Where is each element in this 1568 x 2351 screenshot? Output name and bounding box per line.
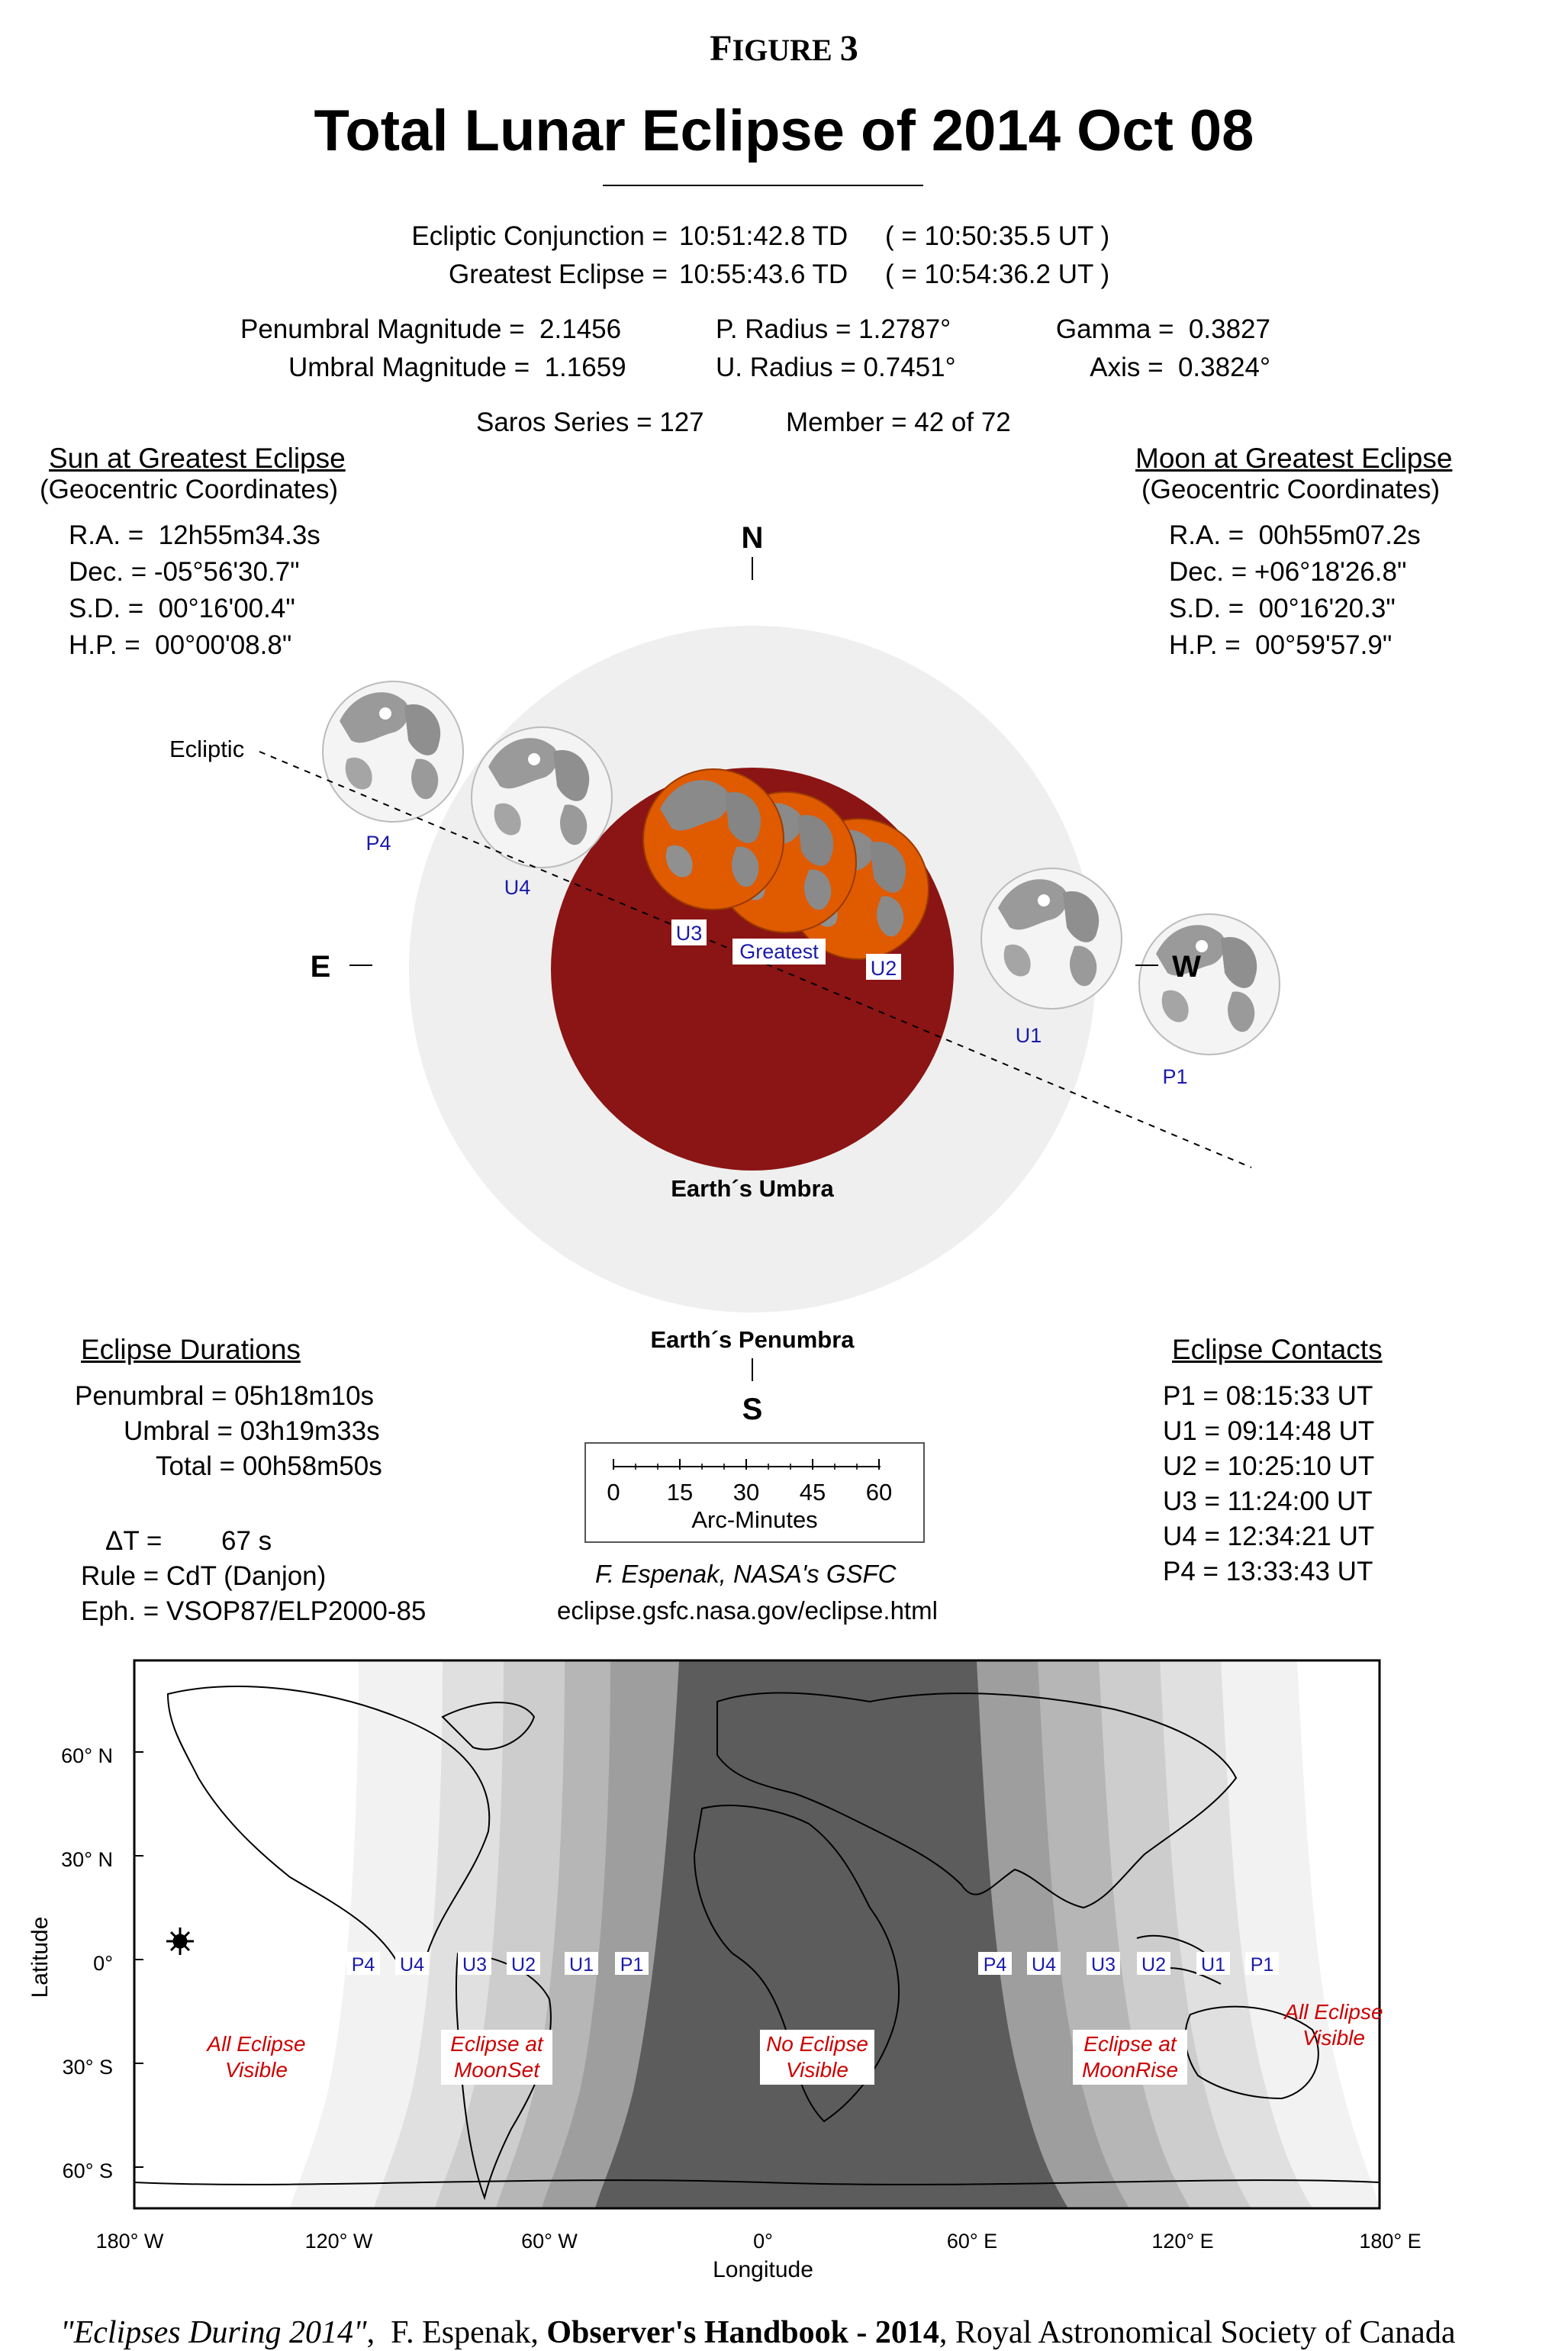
north-label: N — [741, 521, 764, 555]
moon-sd: S.D. = 00°16'20.3" — [1169, 594, 1396, 623]
zone-none-2: Visible — [786, 2058, 848, 2082]
saros-member: Member = 42 of 72 — [786, 407, 1011, 437]
map-west-u4: U4 — [400, 1954, 424, 1976]
map-west-u3: U3 — [462, 1954, 487, 1976]
delta-t-value: 67 s — [221, 1526, 272, 1556]
moon-subheading: (Geocentric Coordinates) — [1141, 475, 1440, 504]
visibility-map — [0, 1641, 1568, 2282]
map-east-p4: P4 — [983, 1954, 1007, 1976]
scale-tick-30: 30 — [732, 1479, 760, 1506]
map-east-p1: P1 — [1250, 1954, 1274, 1976]
lat-0: 0° — [93, 1952, 113, 1975]
sun-heading: Sun at Greatest Eclipse — [49, 443, 346, 474]
map-east-u3: U3 — [1091, 1954, 1116, 1976]
contact-label-p1: P1 — [1162, 1065, 1188, 1088]
scale-tick-15: 15 — [666, 1479, 694, 1506]
moon-hp: H.P. = 00°59'57.9" — [1169, 630, 1393, 660]
lon-60w: 60° W — [521, 2230, 578, 2253]
moon-u4 — [472, 727, 612, 868]
map-west-p1: P1 — [620, 1954, 644, 1976]
lon-120e: 120° E — [1151, 2230, 1214, 2253]
penumbra-label: Earth´s Penumbra — [650, 1326, 855, 1353]
map-east-u2: U2 — [1141, 1954, 1166, 1976]
map-ylabel: Latitude — [27, 1916, 53, 1998]
contact-u1: U1 = 09:14:48 UT — [1163, 1416, 1375, 1446]
umbral-magnitude: Umbral Magnitude = 1.1659 — [288, 353, 626, 382]
duration-umbral: Umbral = 03h19m33s — [124, 1416, 380, 1446]
footer-society: , Royal Astronomical Society of Canada — [939, 2315, 1456, 2350]
contact-u4: U4 = 12:34:21 UT — [1163, 1522, 1375, 1551]
moon-dec: Dec. = +06°18'26.8" — [1169, 557, 1407, 587]
contact-u2: U2 = 10:25:10 UT — [1163, 1451, 1375, 1481]
moon-p4 — [323, 681, 463, 822]
zone-moonrise-2: MoonRise — [1081, 2058, 1179, 2082]
page-title: Total Lunar Eclipse of 2014 Oct 08 — [314, 98, 1254, 163]
conjunction-ut: ( = 10:50:35.5 UT ) — [885, 221, 1110, 251]
footer-author: , F. Espenak, — [366, 2315, 539, 2350]
footer-publication: Observer's Handbook - 2014 — [546, 2315, 939, 2350]
delta-t-label: ΔT = — [105, 1526, 163, 1556]
credit-url: eclipse.gsfc.nasa.gov/eclipse.html — [557, 1596, 938, 1625]
durations-heading: Eclipse Durations — [81, 1334, 301, 1365]
moon-u1 — [981, 868, 1122, 1009]
map-xlabel: Longitude — [713, 2257, 813, 2282]
greatest-label: Greatest Eclipse = — [449, 259, 668, 289]
duration-total: Total = 00h58m50s — [156, 1451, 382, 1481]
u-radius: U. Radius = 0.7451° — [716, 353, 956, 382]
contact-u3: U3 = 11:24:00 UT — [1163, 1486, 1373, 1516]
footer-title: "Eclipses During 2014" — [60, 2315, 367, 2350]
zone-moonrise-1: Eclipse at — [1083, 2032, 1177, 2056]
contact-label-u3: U3 — [675, 922, 703, 945]
lat-30s: 30° S — [62, 2056, 113, 2079]
lat-60s: 60° S — [62, 2159, 113, 2182]
map-west-p4: P4 — [351, 1954, 375, 1976]
penumbral-magnitude: Penumbral Magnitude = 2.1456 — [240, 314, 622, 344]
moon-p1 — [1139, 914, 1280, 1055]
footer-citation — [44, 2278, 1455, 2351]
zone-moonset-2: MoonSet — [453, 2058, 540, 2082]
greatest-td: 10:55:43.6 TD — [679, 259, 848, 289]
gamma: Gamma = 0.3827 — [1055, 314, 1270, 344]
saros-series: Saros Series = 127 — [476, 407, 704, 437]
contact-label-p4: P4 — [365, 832, 391, 855]
contact-label-u1: U1 — [1015, 1024, 1042, 1047]
rule-text: Rule = CdT (Danjon) — [81, 1561, 327, 1591]
greatest-label: Greatest — [739, 940, 819, 963]
credit-author: F. Espenak, NASA's GSFC — [595, 1560, 897, 1588]
conjunction-label: Ecliptic Conjunction = — [411, 221, 668, 251]
contact-p4: P4 = 13:33:43 UT — [1163, 1557, 1373, 1586]
scale-label: Arc-Minutes — [691, 1506, 818, 1533]
map-east-u4: U4 — [1032, 1954, 1056, 1976]
figure-label: FIGURE 3 — [710, 28, 858, 69]
moon-ra: R.A. = 00h55m07.2s — [1169, 520, 1421, 550]
scale-tick-45: 45 — [799, 1479, 826, 1506]
axis: Axis = 0.3824° — [1090, 353, 1270, 382]
zone-all-right-2: Visible — [1302, 2026, 1365, 2050]
lat-60n: 60° N — [61, 1744, 113, 1767]
sun-sd: S.D. = 00°16'00.4" — [69, 594, 295, 623]
south-label: S — [742, 1393, 763, 1426]
zone-all-right-1: All Eclipse — [1284, 2000, 1383, 2024]
map-west-u1: U1 — [569, 1954, 594, 1976]
ecliptic-label: Ecliptic — [169, 736, 245, 762]
moon-u3 — [643, 769, 784, 910]
duration-penumbral: Penumbral = 05h18m10s — [75, 1381, 375, 1411]
scale-tick-60: 60 — [865, 1479, 893, 1506]
lon-180e: 180° E — [1359, 2230, 1422, 2253]
conjunction-td: 10:51:42.8 TD — [679, 221, 848, 251]
title-underline — [603, 185, 923, 186]
p-radius: P. Radius = 1.2787° — [716, 314, 951, 344]
contacts-heading: Eclipse Contacts — [1172, 1334, 1383, 1365]
zone-all-left-2: Visible — [225, 2058, 288, 2082]
sun-ra: R.A. = 12h55m34.3s — [69, 520, 320, 550]
zone-all-left-1: All Eclipse — [207, 2032, 306, 2056]
scale-bar — [586, 1444, 923, 1541]
lon-180w: 180° W — [95, 2230, 164, 2253]
umbra-label: Earth´s Umbra — [671, 1175, 834, 1202]
map-east-u1: U1 — [1201, 1954, 1225, 1976]
sun-subheading: (Geocentric Coordinates) — [40, 475, 338, 504]
lon-120w: 120° W — [304, 2230, 373, 2253]
east-label: E — [310, 950, 331, 984]
map-west-u2: U2 — [511, 1954, 536, 1976]
sun-dec: Dec. = -05°56'30.7" — [69, 557, 300, 587]
contact-label-u2: U2 — [870, 957, 897, 980]
contact-label-u4: U4 — [504, 876, 531, 899]
lon-0: 0° — [753, 2230, 773, 2253]
moon-heading: Moon at Greatest Eclipse — [1135, 443, 1453, 474]
sun-hp: H.P. = 00°00'08.8" — [69, 630, 292, 660]
lat-30n: 30° N — [61, 1848, 113, 1871]
scale-tick-0: 0 — [607, 1479, 620, 1506]
greatest-ut: ( = 10:54:36.2 UT ) — [885, 259, 1110, 289]
zone-none-1: No Eclipse — [766, 2032, 868, 2056]
scale-box — [584, 1442, 925, 1543]
zone-moonset-1: Eclipse at — [450, 2032, 543, 2056]
lon-60e: 60° E — [946, 2230, 998, 2253]
contact-p1: P1 = 08:15:33 UT — [1163, 1381, 1373, 1411]
ephemeris-text: Eph. = VSOP87/ELP2000-85 — [81, 1596, 427, 1626]
west-label: W — [1172, 950, 1201, 984]
